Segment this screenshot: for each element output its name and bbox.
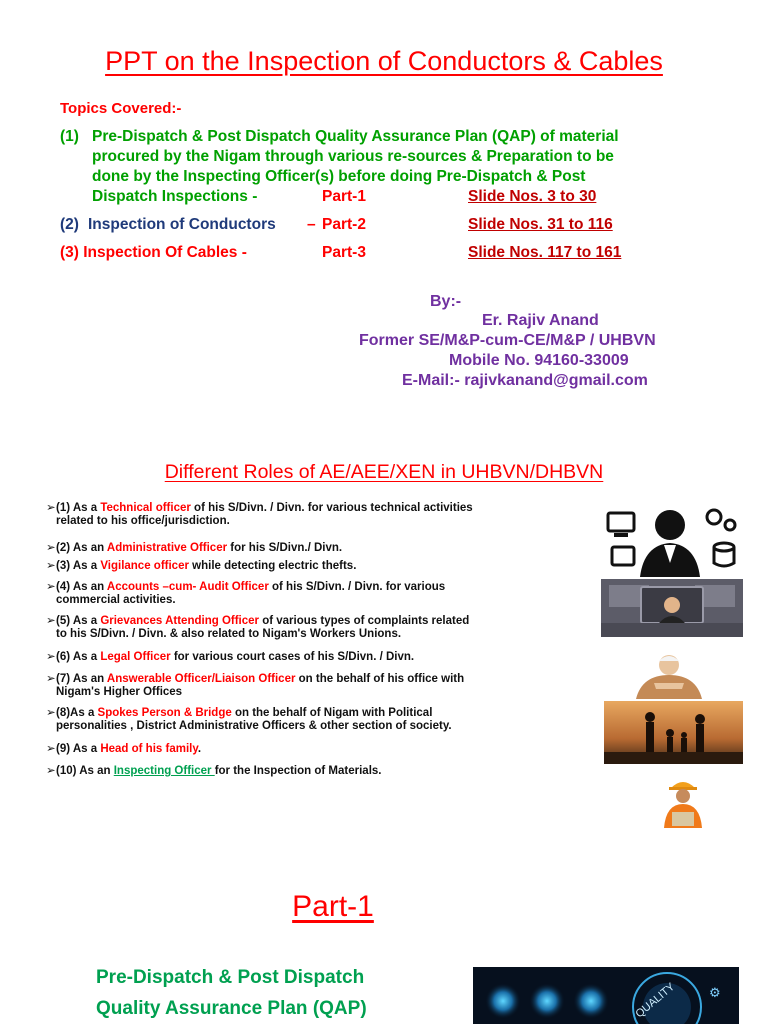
bullet-arrow-icon: ➢ <box>46 502 56 514</box>
role-highlight: Vigilance officer <box>100 560 189 572</box>
bullet-arrow-icon: ➢ <box>46 707 56 719</box>
topic-2-dash: – <box>307 216 316 233</box>
topic-2-slides: Slide Nos. 31 to 116 <box>468 216 613 233</box>
topic-1-number: (1) <box>60 128 79 145</box>
role-highlight: Spokes Person & Bridge <box>97 707 232 719</box>
family-image <box>604 701 743 764</box>
role-prefix: (5) As a <box>56 615 101 627</box>
topic-1-line-4: Dispatch Inspections - <box>92 188 258 205</box>
role-item <box>46 651 586 664</box>
slide-2 <box>0 455 768 855</box>
topic-3-text: (3) Inspection Of Cables - <box>60 244 247 261</box>
topic-1-line-1: Pre-Dispatch & Post Dispatch Quality Assurance Plan (QAP) of material <box>92 128 619 145</box>
role-suffix: for various court cases of his S/Divn. / Divn. <box>170 651 415 663</box>
roles-title: Different Roles of AE/AEE/XEN in UHBVN/DHBVN <box>164 461 604 483</box>
bullet-arrow-icon: ➢ <box>46 615 56 627</box>
role-prefix: (4) As an <box>56 581 107 593</box>
inspecting-officer-image <box>644 776 722 828</box>
topic-2-number: (2) <box>60 216 79 233</box>
topic-2-part: Part-2 <box>322 216 366 233</box>
role-item <box>46 542 586 555</box>
topic-1-slides: Slide Nos. 3 to 30 <box>468 188 597 205</box>
qap-line-2: Quality Assurance Plan (QAP) <box>96 998 367 1019</box>
role-item <box>46 707 586 733</box>
topic-3-part: Part-3 <box>322 244 366 261</box>
role-highlight: Inspecting Officer <box>113 765 215 777</box>
bullet-arrow-icon: ➢ <box>46 765 56 777</box>
slide-title: PPT on the Inspection of Conductors & Cables <box>105 46 663 76</box>
svg-text:QUALITY: QUALITY <box>633 980 678 1021</box>
topic-2-text: Inspection of Conductors <box>88 216 276 233</box>
role-prefix: (3) As a <box>56 560 101 572</box>
role-highlight: Legal Officer <box>100 651 171 663</box>
role-prefix: (10) As an <box>56 765 114 777</box>
bullet-arrow-icon: ➢ <box>46 542 56 554</box>
role-prefix: (7) As an <box>56 673 107 685</box>
bullet-arrow-icon: ➢ <box>46 581 56 593</box>
topics-heading: Topics Covered:- <box>60 100 182 117</box>
role-continuation: commercial activities. <box>56 594 176 606</box>
qap-line-1: Pre-Dispatch & Post Dispatch <box>96 967 365 988</box>
role-continuation: related to his office/jurisdiction. <box>56 515 230 527</box>
role-suffix: for the Inspection of Materials. <box>214 765 382 777</box>
bullet-arrow-icon: ➢ <box>46 673 56 685</box>
role-item <box>46 502 586 528</box>
role-highlight: Answerable Officer/Liaison Officer <box>106 673 296 685</box>
role-highlight: Head of his family <box>100 743 198 755</box>
role-continuation: Nigam's Higher Offices <box>56 686 183 698</box>
topic-1-line-2: procured by the Nigam through various re-sources & Preparation to be <box>92 148 614 165</box>
role-continuation: to his S/Divn. / Divn. & also related to Nigam's Workers Unions. <box>56 628 402 640</box>
role-suffix: of his S/Divn. / Divn. for various technical activities <box>190 502 473 514</box>
legal-officer-image <box>624 653 714 699</box>
role-highlight: Grievances Attending Officer <box>100 615 260 627</box>
role-prefix: (2) As an <box>56 542 107 554</box>
role-prefix: (9) As a <box>56 743 101 755</box>
role-continuation: personalities , District Administrative Officers & other section of society. <box>56 720 452 732</box>
svg-text:⚙: ⚙ <box>709 986 721 1001</box>
quality-assurance-image <box>473 967 739 1024</box>
role-prefix: (8)As a <box>56 707 98 719</box>
role-suffix: while detecting electric thefts. <box>188 560 357 572</box>
role-suffix: . <box>197 743 202 755</box>
role-suffix: of various types of complaints related <box>259 615 470 627</box>
author-email: E-Mail:- rajivkanand@gmail.com <box>402 372 648 389</box>
slide-1 <box>0 0 768 420</box>
role-highlight: Administrative Officer <box>106 542 228 554</box>
role-highlight: Accounts –cum- Audit Officer <box>106 581 269 593</box>
role-suffix: for his S/Divn./ Divn. <box>227 542 343 554</box>
technical-officer-image <box>604 503 742 577</box>
role-item <box>46 560 586 573</box>
bullet-arrow-icon: ➢ <box>46 560 56 572</box>
topic-3-slides: Slide Nos. 117 to 161 <box>468 244 622 261</box>
author-designation: Former SE/M&P-cum-CE/M&P / UHBVN <box>359 332 656 349</box>
by-label: By:- <box>430 293 462 310</box>
slide-3 <box>0 880 768 1024</box>
role-item <box>46 743 586 756</box>
role-item <box>46 673 586 699</box>
role-prefix: (1) As a <box>56 502 101 514</box>
part-1-title: Part-1 <box>292 890 374 923</box>
bullet-arrow-icon: ➢ <box>46 651 56 663</box>
author-mobile: Mobile No. 94160-33009 <box>449 352 629 369</box>
topic-1-part: Part-1 <box>322 188 366 205</box>
bullet-arrow-icon: ➢ <box>46 743 56 755</box>
role-highlight: Technical officer <box>100 502 191 514</box>
author-name: Er. Rajiv Anand <box>482 312 599 329</box>
role-prefix: (6) As a <box>56 651 101 663</box>
topic-1-line-3: done by the Inspecting Officer(s) before doing Pre-Dispatch & Post <box>92 168 586 185</box>
role-suffix: on the behalf of Nigam with Political <box>231 707 433 719</box>
qap-heading <box>96 962 426 1024</box>
role-item <box>46 615 586 641</box>
role-suffix: on the behalf of his office with <box>295 673 465 685</box>
role-suffix: of his S/Divn. / Divn. for various <box>268 581 446 593</box>
role-item <box>46 765 586 778</box>
accounts-officer-image <box>601 579 743 637</box>
role-item <box>46 581 586 607</box>
